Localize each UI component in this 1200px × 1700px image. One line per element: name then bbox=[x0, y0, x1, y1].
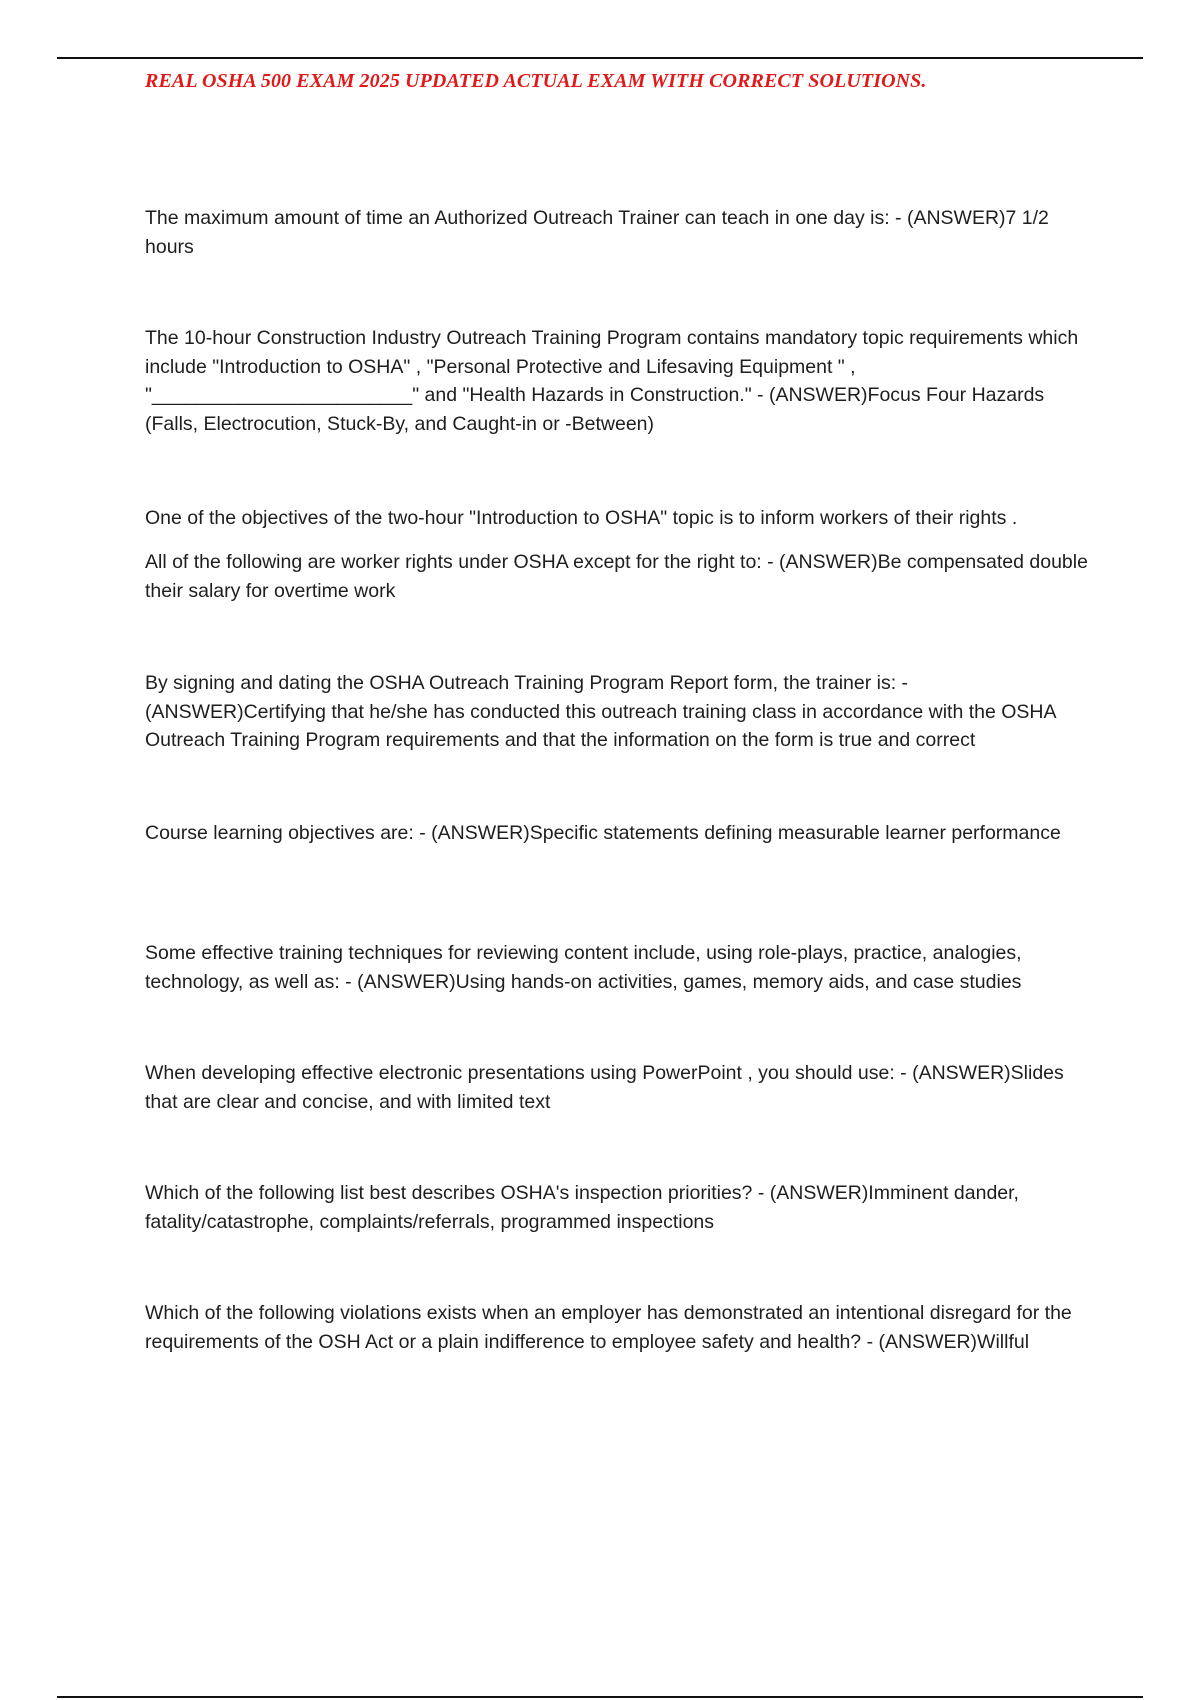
question-answer-item: The maximum amount of time an Authorized Outreach Trainer can teach in one day is: - (ANSWER)7 1/2 hours bbox=[145, 207, 1049, 258]
question-answer-item: By signing and dating the OSHA Outreach Training Program Report form, the trainer is: - (ANSWER)Certifying that he/she has conducted this outreach training class in accordance with the OSHA Outreach Training Program requirements and that the information on the form is true and correct bbox=[145, 672, 1056, 751]
question-answer-item: All of the following are worker rights under OSHA except for the right to: - (ANSWER)Be compensated double their salary for overtime work bbox=[145, 551, 1088, 602]
question-answer-item: The 10-hour Construction Industry Outreach Training Program contains mandatory topic requirements which include "Introduction to OSHA" , "Personal Protective and Lifesaving Equipment " , "________________________" and "Health Hazards in Construction." - (ANSWER)Focus Four Hazards (Falls, Electrocution, Stuck-By, and Caught-in or -Between) bbox=[145, 327, 1079, 435]
bottom-rule bbox=[57, 1696, 1143, 1698]
question-answer-item: Which of the following list best describes OSHA's inspection priorities? - (ANSWER)Imminent dander, fatality/catastrophe, complaints/referrals, programmed inspections bbox=[145, 1182, 1019, 1233]
top-rule bbox=[57, 57, 1143, 59]
question-answer-item: When developing effective electronic presentations using PowerPoint , you should use: - (ANSWER)Slides that are clear and concise, and with limited text bbox=[145, 1062, 1064, 1113]
question-answer-item: Some effective training techniques for reviewing content include, using role-plays, practice, analogies, technology, as well as: - (ANSWER)Using hands-on activities, games, memory aids, and case studies bbox=[145, 942, 1022, 993]
document-title: REAL OSHA 500 EXAM 2025 UPDATED ACTUAL EXAM WITH CORRECT SOLUTIONS. bbox=[145, 70, 927, 92]
question-answer-item: Course learning objectives are: - (ANSWER)Specific statements defining measurable learner performance bbox=[145, 822, 1061, 844]
question-answer-item: Which of the following violations exists when an employer has demonstrated an intentional disregard for the requirements of the OSH Act or a plain indifference to employee safety and health? - (ANSWER)Willful bbox=[145, 1302, 1072, 1353]
question-answer-item: One of the objectives of the two-hour "Introduction to OSHA" topic is to inform workers of their rights . bbox=[145, 507, 1018, 529]
